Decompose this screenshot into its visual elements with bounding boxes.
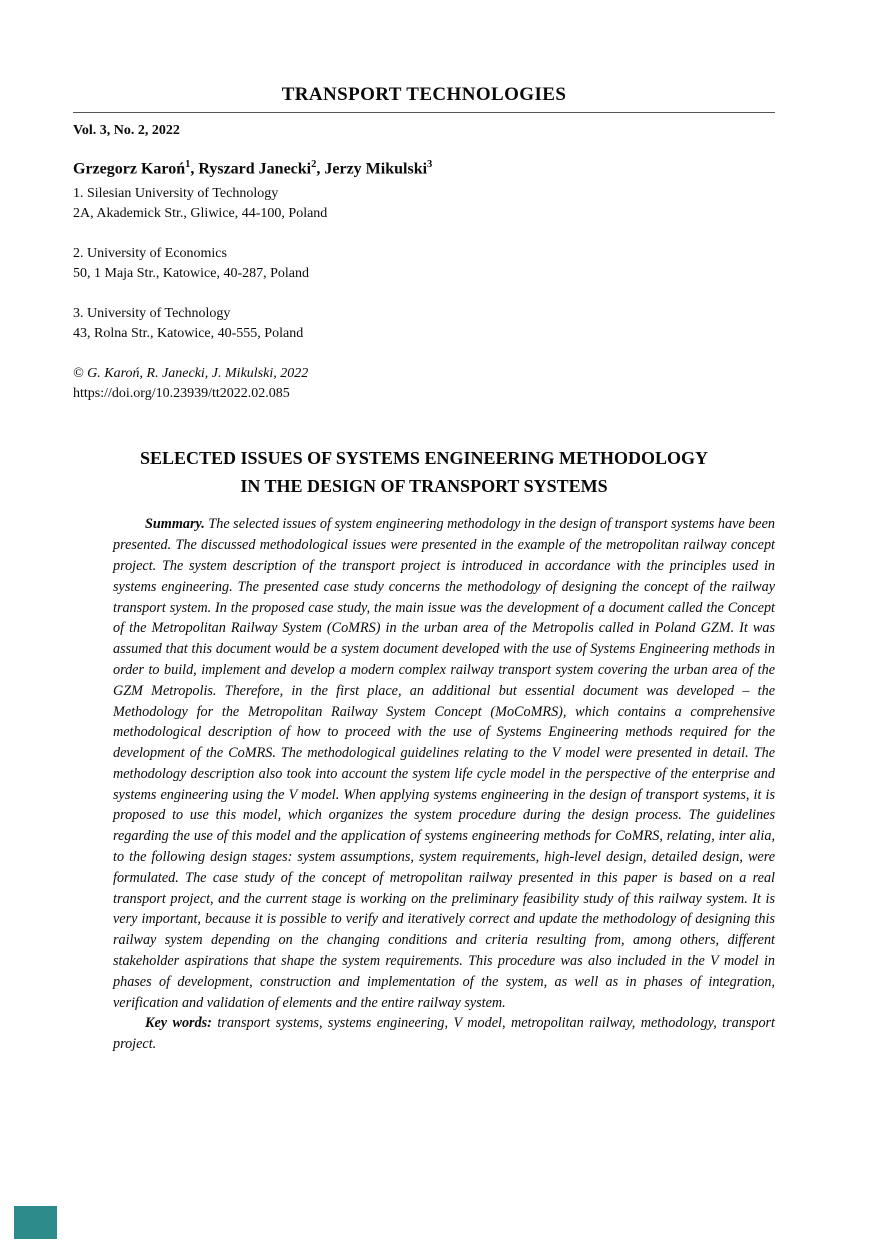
author-name-1: Grzegorz Karoń <box>73 160 186 178</box>
keywords-label: Key words: <box>145 1015 212 1032</box>
abstract-paragraph <box>113 514 775 1013</box>
author-separator: , <box>190 160 199 178</box>
page-content <box>73 0 775 1055</box>
affiliation-institution: 3. University of Technology <box>73 306 231 322</box>
affiliation-address: 50, 1 Maja Str., Katowice, 40-287, Poland <box>73 266 310 282</box>
author-separator: , <box>316 160 325 178</box>
article-title <box>73 444 775 500</box>
affiliation-address: 2A, Akademick Str., Gliwice, 44-100, Poland <box>73 206 328 222</box>
header-rule <box>73 112 775 113</box>
copyright-line: © G. Karoń, R. Janecki, J. Mikulski, 2022 <box>73 366 309 382</box>
title-line-1: SELECTED ISSUES OF SYSTEMS ENGINEERING METHODOLOGY <box>140 448 708 469</box>
title-line-2: IN THE DESIGN OF TRANSPORT SYSTEMS <box>240 476 608 497</box>
author-affil-ref-2: 2 <box>311 159 317 170</box>
affiliation-institution: 1. Silesian University of Technology <box>73 186 279 202</box>
keywords-text: transport systems, systems engineering, V model, metropolitan railway, methodology, transport project. <box>113 1015 775 1053</box>
authors-line <box>73 159 775 178</box>
summary-text: The selected issues of system engineering methodology in the design of transport systems have been presented. The discussed methodological issues were presented in the example of the metropolitan railway concept project. The system description of the transport project is introduced in accordance with the principles used in systems engineering. The presented case study concerns the methodology of designing the concept of the railway transport system. In the proposed case study, the main issue was the development of a document called the Concept of the Metropolitan Railway System (CoMRS) in the urban area of the Metropolis called in Poland GZM. It was assumed that this document would be a system document developed with the use of Systems Engineering methods in order to build, implement and develop a modern complex railway transport system covering the urban area of the GZM Metropolis. Therefore, in the first place, an additional but essential document was developed – the Methodology for the Metropolitan Railway System Concept (MoCoMRS), which contains a comprehensive methodological description of how to proceed with the use of Systems Engineering methods required for the development of the CoMRS. The methodological guidelines relating to the V model were presented in detail. The methodology description also took into account the system life cycle model in the perspective of the enterprise and systems engineering using the V model. When applying systems engineering in the design of transport systems, it is proposed to use this model, which organizes the system procedure during the design process. The guidelines regarding the use of this model and the application of systems engineering methods for CoMRS, relating, inter alia, to the following design stages: system assumptions, system requirements, high-level design, detailed design, were formulated. The case study of the concept of metropolitan railway presented in this paper is based on a real transport project, and the current stage is working on the preliminary feasibility study of this railway system. It is very important, because it is possible to verify and iteratively correct and update the methodology of designing this railway system depending on the changing conditions and criteria resulting from, among others, different stakeholder aspirations that shape the system requirements. This procedure was also included in the V model in phases of development, construction and implementation of the system, as well as in phases of integration, verification and validation of elements and the entire railway system. <box>113 516 775 1011</box>
doi-text: https://doi.org/10.23939/tt2022.02.085 <box>73 386 290 402</box>
author-affil-ref-1: 1 <box>185 159 191 170</box>
affiliation-institution: 2. University of Economics <box>73 246 227 262</box>
affiliation-2 <box>73 244 775 284</box>
issue-info: Vol. 3, No. 2, 2022 <box>73 123 180 138</box>
corner-accent-block <box>14 1206 57 1239</box>
author-affil-ref-3: 3 <box>427 159 433 170</box>
author-name-2: Ryszard Janecki <box>198 160 312 178</box>
author-name-3: Jerzy Mikulski <box>324 160 428 178</box>
journal-name: TRANSPORT TECHNOLOGIES <box>281 84 567 105</box>
affiliation-3 <box>73 304 775 344</box>
affiliation-address: 43, Rolna Str., Katowice, 40-555, Poland <box>73 326 304 342</box>
summary-label: Summary. <box>145 516 205 533</box>
keywords-paragraph <box>113 1013 775 1055</box>
affiliation-1 <box>73 184 775 224</box>
